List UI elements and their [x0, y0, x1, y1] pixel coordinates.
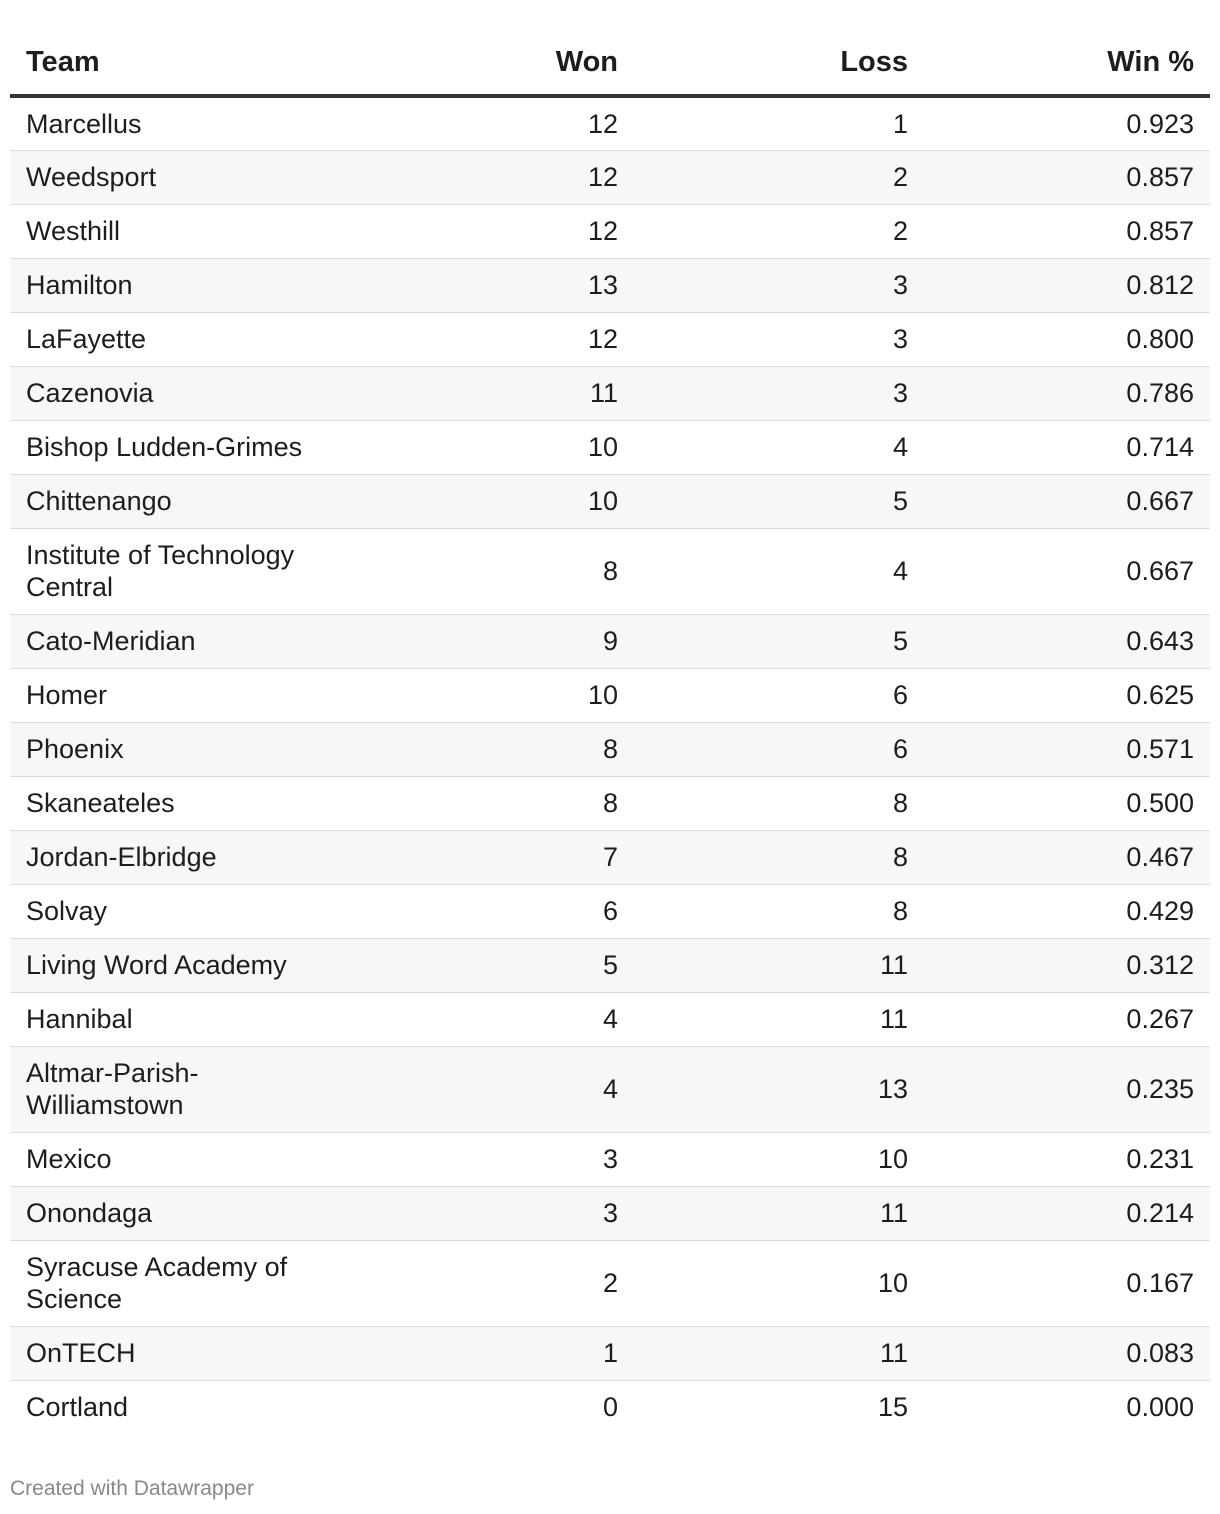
win-pct-cell: 0.667 [924, 474, 1210, 528]
win-pct-cell: 0.467 [924, 830, 1210, 884]
team-cell [10, 204, 488, 258]
table-body [10, 96, 1210, 1434]
team-cell [10, 1326, 488, 1380]
win-pct-cell: 0.643 [924, 614, 1210, 668]
win-pct-cell: 0.625 [924, 668, 1210, 722]
loss-cell: 8 [634, 776, 924, 830]
table-row [10, 1240, 1210, 1326]
won-cell: 12 [488, 96, 634, 150]
won-cell: 6 [488, 884, 634, 938]
loss-cell: 11 [634, 992, 924, 1046]
team-cell [10, 830, 488, 884]
table-row [10, 830, 1210, 884]
win-pct-cell: 0.083 [924, 1326, 1210, 1380]
win-pct-cell: 0.167 [924, 1240, 1210, 1326]
win-pct-cell: 0.235 [924, 1046, 1210, 1132]
loss-cell: 13 [634, 1046, 924, 1132]
loss-cell: 1 [634, 96, 924, 150]
team-name: Syracuse Academy of Science [26, 1252, 288, 1314]
win-pct-cell: 0.312 [924, 938, 1210, 992]
team-cell [10, 884, 488, 938]
win-pct-cell: 0.857 [924, 150, 1210, 204]
standings-table [10, 30, 1210, 1434]
won-cell: 10 [488, 668, 634, 722]
table-row [10, 474, 1210, 528]
team-name: LaFayette [26, 324, 147, 354]
loss-cell: 4 [634, 528, 924, 614]
team-cell [10, 1240, 488, 1326]
win-pct-cell: 0.667 [924, 528, 1210, 614]
won-cell: 12 [488, 204, 634, 258]
loss-cell: 11 [634, 938, 924, 992]
won-cell: 0 [602, 1392, 618, 1423]
loss-cell: 3 [634, 258, 924, 312]
won-cell: 8 [488, 528, 634, 614]
win-pct-cell: 0.714 [924, 420, 1210, 474]
team-cell [10, 776, 488, 830]
table-row [10, 1046, 1210, 1132]
team-name: Institute of Technology Central [26, 540, 295, 602]
win-pct-cell: 0.857 [924, 204, 1210, 258]
standings-table-container [10, 30, 1210, 1434]
win-pct-cell: 0.231 [924, 1132, 1210, 1186]
header-row [10, 30, 1210, 96]
team-cell [10, 1380, 488, 1434]
team-cell [10, 528, 488, 614]
table-row [10, 884, 1210, 938]
table-row [10, 366, 1210, 420]
table-row [10, 258, 1210, 312]
table-row [10, 938, 1210, 992]
loss-cell: 6 [634, 668, 924, 722]
table-row [10, 1326, 1210, 1380]
team-name: Homer [26, 680, 108, 710]
won-cell: 7 [488, 830, 634, 884]
won-cell: 10 [488, 474, 634, 528]
won-cell: 2 [488, 1240, 634, 1326]
table-row [10, 96, 1210, 150]
loss-cell: 10 [634, 1240, 924, 1326]
team-name: Cazenovia [26, 378, 154, 408]
loss-cell: 11 [634, 1326, 924, 1380]
team-cell [10, 420, 488, 474]
loss-cell: 2 [634, 150, 924, 204]
table-row [10, 420, 1210, 474]
team-name: Marcellus [26, 108, 142, 139]
won-cell: 13 [488, 258, 634, 312]
team-name: Westhill [26, 216, 121, 246]
team-cell [10, 1186, 488, 1240]
loss-cell: 3 [634, 366, 924, 420]
table-row [10, 528, 1210, 614]
team-name: Living Word Academy [26, 950, 287, 980]
team-cell [10, 312, 488, 366]
team-name: Mexico [26, 1144, 112, 1174]
win-pct-cell: 0.812 [924, 258, 1210, 312]
loss-cell: 8 [634, 830, 924, 884]
loss-cell: 10 [634, 1132, 924, 1186]
table-row [10, 668, 1210, 722]
won-cell: 9 [488, 614, 634, 668]
team-cell [10, 366, 488, 420]
loss-cell: 11 [634, 1186, 924, 1240]
loss-cell: 2 [634, 204, 924, 258]
datawrapper-credit: Created with Datawrapper [10, 1477, 254, 1500]
table-row [10, 204, 1210, 258]
loss-cell: 6 [634, 722, 924, 776]
table-row [10, 1380, 1210, 1434]
team-cell [10, 1132, 488, 1186]
team-name: Altmar-Parish-Williamstown [26, 1058, 199, 1120]
team-name: Weedsport [26, 162, 157, 192]
team-cell [10, 668, 488, 722]
loss-cell: 8 [634, 884, 924, 938]
table-row [10, 776, 1210, 830]
team-name: Cato-Meridian [26, 626, 196, 656]
team-cell [10, 150, 488, 204]
table-row [10, 614, 1210, 668]
header-won[interactable]: Won [488, 30, 634, 96]
won-cell: 11 [488, 366, 634, 420]
win-pct-cell: 0.500 [924, 776, 1210, 830]
team-name: Jordan-Elbridge [26, 842, 217, 872]
win-pct-cell: 0.214 [924, 1186, 1210, 1240]
team-cell [10, 258, 488, 312]
won-cell: 4 [488, 1046, 634, 1132]
table-row [10, 1132, 1210, 1186]
table-row [10, 1186, 1210, 1240]
team-name: Skaneateles [26, 788, 175, 818]
table-row [10, 992, 1210, 1046]
table-header [10, 30, 1210, 96]
team-cell [10, 96, 488, 150]
header-win-pct[interactable]: Win % [924, 30, 1210, 96]
loss-cell: 3 [634, 312, 924, 366]
loss-cell: 15 [877, 1392, 908, 1423]
won-cell: 10 [488, 420, 634, 474]
team-name: Onondaga [26, 1198, 153, 1228]
win-pct-cell: 0.267 [924, 992, 1210, 1046]
won-cell: 1 [488, 1326, 634, 1380]
header-loss[interactable]: Loss [634, 30, 924, 96]
team-cell [10, 722, 488, 776]
win-pct-cell: 0.571 [924, 722, 1210, 776]
team-cell [10, 474, 488, 528]
team-name: Hannibal [26, 1004, 133, 1034]
won-cell: 8 [488, 722, 634, 776]
table-row [10, 312, 1210, 366]
won-cell: 4 [488, 992, 634, 1046]
won-cell: 8 [488, 776, 634, 830]
team-cell [10, 992, 488, 1046]
team-name: Solvay [26, 896, 108, 926]
win-pct-cell: 0.786 [924, 366, 1210, 420]
win-pct-cell: 0.800 [924, 312, 1210, 366]
loss-cell: 5 [634, 614, 924, 668]
win-pct-cell: 0.000 [1126, 1392, 1194, 1423]
loss-cell: 4 [634, 420, 924, 474]
won-cell: 12 [488, 312, 634, 366]
team-name: Bishop Ludden-Grimes [26, 432, 303, 462]
team-name: OnTECH [26, 1338, 136, 1368]
won-cell: 3 [488, 1186, 634, 1240]
team-name: Cortland [26, 1392, 129, 1423]
won-cell: 5 [488, 938, 634, 992]
win-pct-cell: 0.923 [924, 96, 1210, 150]
team-name: Phoenix [26, 734, 124, 764]
team-cell [10, 938, 488, 992]
team-cell [10, 1046, 488, 1132]
table-row [10, 722, 1210, 776]
team-name: Hamilton [26, 270, 133, 300]
team-cell [10, 614, 488, 668]
table-row [10, 150, 1210, 204]
loss-cell: 5 [634, 474, 924, 528]
win-pct-cell: 0.429 [924, 884, 1210, 938]
team-name: Chittenango [26, 486, 172, 516]
won-cell: 3 [488, 1132, 634, 1186]
won-cell: 12 [488, 150, 634, 204]
header-team[interactable]: Team [10, 30, 488, 96]
